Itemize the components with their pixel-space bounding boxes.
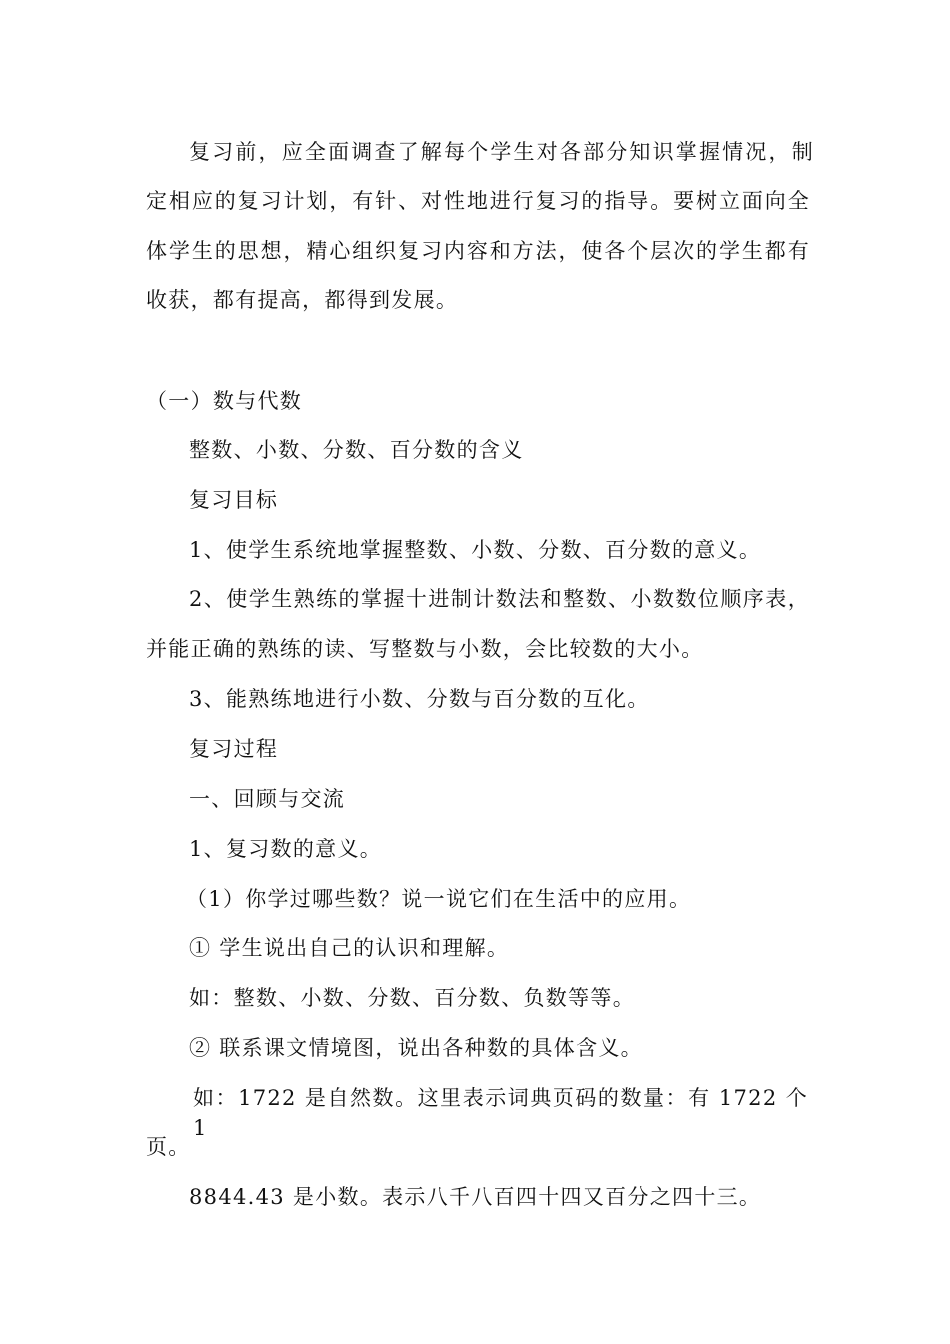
intro-line-2: 定相应的复习计划，有针、对性地进行复习的指导。要树立面向全 xyxy=(146,189,810,213)
step-1-heading: 一、回顾与交流 xyxy=(189,787,346,811)
goal-3: 3、能熟练地进行小数、分数与百分数的互化。 xyxy=(189,687,650,711)
goal-1: 1、使学生系统地掌握整数、小数、分数、百分数的意义。 xyxy=(189,538,762,562)
example-b-line-2: 页。 xyxy=(146,1135,191,1159)
process-heading: 复习过程 xyxy=(189,737,279,761)
example-c: 8844.43 是小数。表示八千八百四十四又百分之四十三。 xyxy=(189,1185,762,1209)
goals-heading: 复习目标 xyxy=(189,488,279,512)
point-b: ② 联系课文情境图，说出各种数的具体含义。 xyxy=(189,1036,643,1060)
question-1: （1）你学过哪些数？说一说它们在生活中的应用。 xyxy=(186,887,692,911)
topic-heading: 整数、小数、分数、百分数的含义 xyxy=(189,438,524,462)
intro-line-4: 收获，都有提高，都得到发展。 xyxy=(146,288,459,312)
example-a: 如：整数、小数、分数、百分数、负数等等。 xyxy=(189,986,635,1010)
intro-line-3: 体学生的思想，精心组织复习内容和方法，使各个层次的学生都有 xyxy=(146,239,810,263)
intro-line-1: 复习前，应全面调查了解每个学生对各部分知识掌握情况，制 xyxy=(189,140,814,164)
example-b-line-1: 如：1722 是自然数。这里表示词典页码的数量：有 1722 个 1 xyxy=(193,1086,808,1140)
item-1: 1、复习数的意义。 xyxy=(189,837,383,861)
goal-2-line-1: 2、使学生熟练的掌握十进制计数法和整数、小数数位顺序表， xyxy=(189,587,810,611)
section-title: （一）数与代数 xyxy=(146,389,303,413)
goal-2-line-2: 并能正确的熟练的读、写整数与小数，会比较数的大小。 xyxy=(146,637,704,661)
point-a: ① 学生说出自己的认识和理解。 xyxy=(189,936,510,960)
